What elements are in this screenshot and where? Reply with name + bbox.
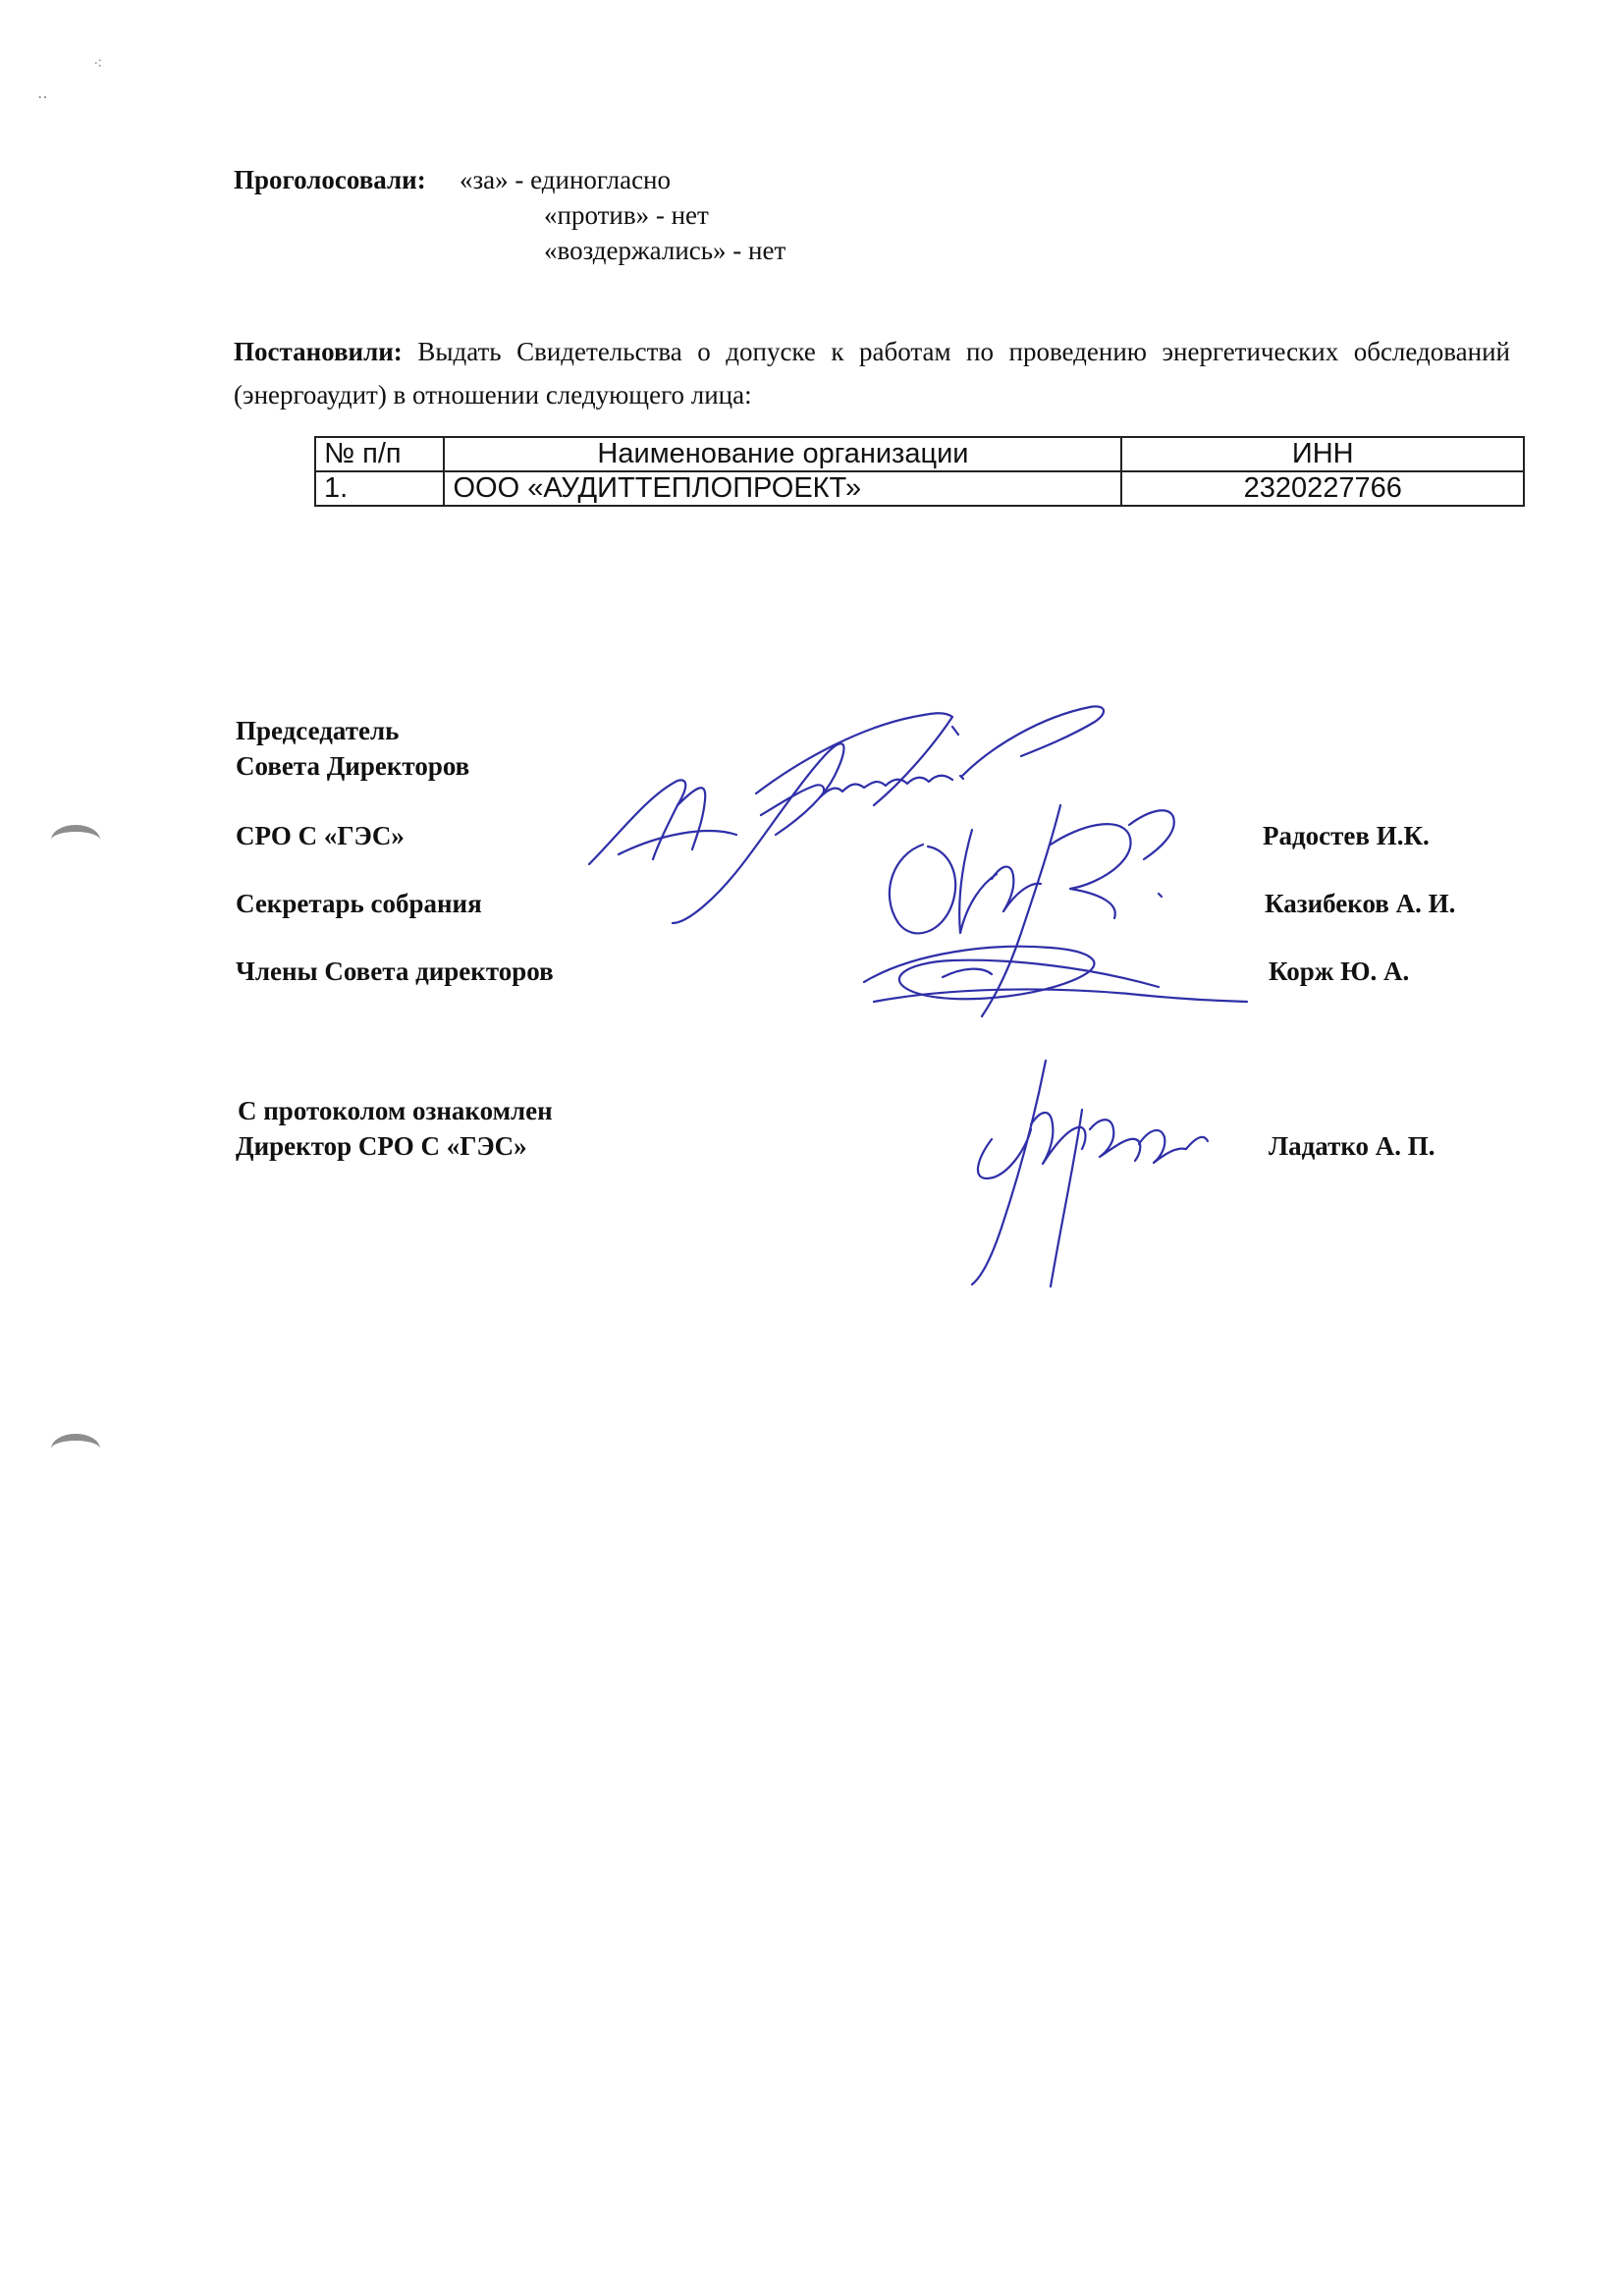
ack-line1: С протоколом ознакомлен — [238, 1096, 553, 1125]
table-header-row — [315, 437, 1524, 471]
punch-hole-mark — [51, 825, 100, 855]
director-name: Ладатко А. П. — [1269, 1131, 1435, 1161]
vote-against: «против» - нет — [544, 200, 709, 230]
vote-label: Проголосовали: — [234, 165, 426, 194]
scan-speck: ‥ — [37, 85, 48, 102]
chair-title-line2: Совета Директоров — [236, 751, 470, 781]
table-header-org-name: Наименование организации — [444, 437, 1121, 471]
scan-speck: ⁖ — [93, 56, 103, 73]
chair-title-line1: Председатель — [236, 716, 400, 745]
members-name: Корж Ю. А. — [1269, 957, 1410, 986]
secretary-label: Секретарь собрания — [236, 889, 482, 918]
table-row — [315, 471, 1524, 506]
chair-signature — [579, 687, 1188, 933]
vote-abstained: «воздержались» - нет — [544, 236, 786, 265]
members-label: Члены Совета директоров — [236, 957, 554, 986]
table-cell-inn: 2320227766 — [1121, 471, 1524, 506]
organizations-table — [314, 436, 1525, 507]
resolution-label: Постановили: — [234, 337, 403, 366]
punch-hole-mark — [51, 1434, 100, 1464]
table-header-number: № п/п — [315, 437, 444, 471]
chair-name: Радостев И.К. — [1263, 821, 1430, 850]
table-cell-org-name: ООО «АУДИТТЕПЛОПРОЕКТ» — [444, 471, 1121, 506]
ack-line2: Директор СРО С «ГЭС» — [236, 1131, 527, 1161]
secretary-name: Казибеков А. И. — [1265, 889, 1456, 918]
table-cell-number: 1. — [315, 471, 444, 506]
table-header-inn: ИНН — [1121, 437, 1524, 471]
resolution-paragraph — [234, 330, 1510, 416]
resolution-text: Выдать Свидетельства о допуске к работам по проведению энергетических обследований (энергоаудит) в отношении следующего лица: — [234, 337, 1510, 410]
director-signature — [952, 1031, 1227, 1296]
secretary-signature — [835, 786, 1257, 1041]
vote-for: «за» - единогласно — [460, 165, 671, 194]
chair-title-line3: СРО С «ГЭС» — [236, 821, 405, 850]
